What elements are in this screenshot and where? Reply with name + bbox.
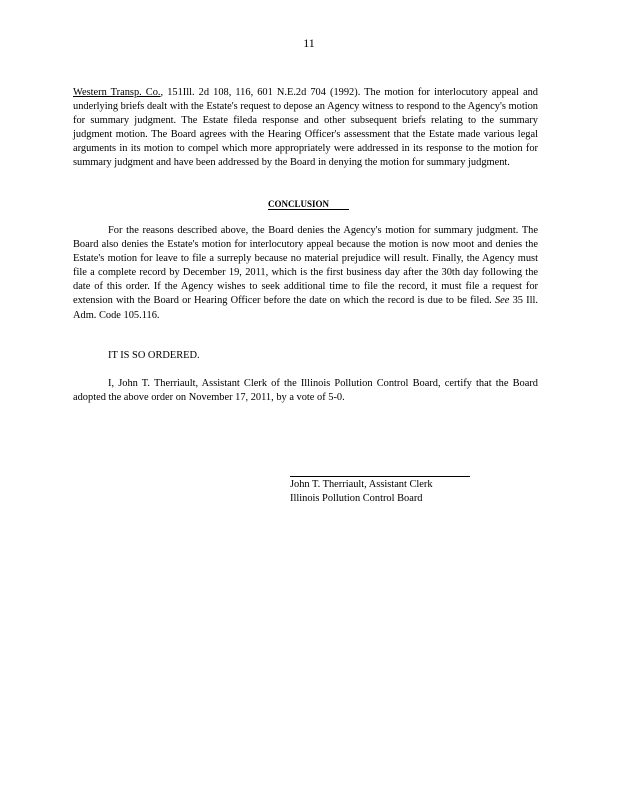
heading-underline: [268, 209, 349, 210]
paragraph-body: For the reasons described above, the Board denies the Agency's motion for summary judgment. The Board also denies the Estate's motion for interlocutory appeal because the motion is now moot and denies the Estate's motion for leave to file a surreply because no material prejudice will result. Finally, the Agency must file a complete record by December 19, 2011, which is the first business day after the 30th day following the date of this order. If the Agency wishes to seek additional time to file the record, it must file a request for extension with the Board or Hearing Officer before the date on which the record is due to be filed.: [73, 225, 538, 307]
regulation-citation: 35 Ill. Adm. Code 105.116.: [73, 295, 538, 321]
clerk-certification: I, John T. Therriault, Assistant Clerk of the Illinois Pollution Control Board, certify that the Board adopted the above order on November 17, 2011, by a vote of 5-0.: [73, 378, 538, 404]
paragraph-conclusion: [73, 224, 538, 323]
see-signal: See: [494, 295, 510, 307]
page-number: 11: [303, 36, 315, 50]
conclusion-heading: CONCLUSION: [268, 199, 330, 209]
order-statement: IT IS SO ORDERED.: [108, 350, 200, 361]
paragraph-case-citation: [73, 86, 538, 171]
case-citation-name: Western Transp. Co.: [73, 87, 161, 98]
signatory-name: John T. Therriault, Assistant Clerk: [290, 479, 433, 490]
signatory-organization: Illinois Pollution Control Board: [290, 493, 423, 504]
paragraph-body: , 151Ill. 2d 108, 116, 601 N.E.2d 704 (1992). The motion for interlocutory appeal and underlying briefs dealt with the Estate's request to depose an Agency witness to respond to the Agency's motion for summary judgment. The Estate fileda response and other subsequent briefs relating to the summary judgment motion. The Board agrees with the Hearing Officer's assessment that the Estate made various legal arguments in its motion to compel which more appropriately were addressed in its response to the motion for summary judgment and have been addressed by the Board in denying the motion for summary judgment.: [73, 87, 538, 169]
signature-line: [290, 476, 470, 477]
